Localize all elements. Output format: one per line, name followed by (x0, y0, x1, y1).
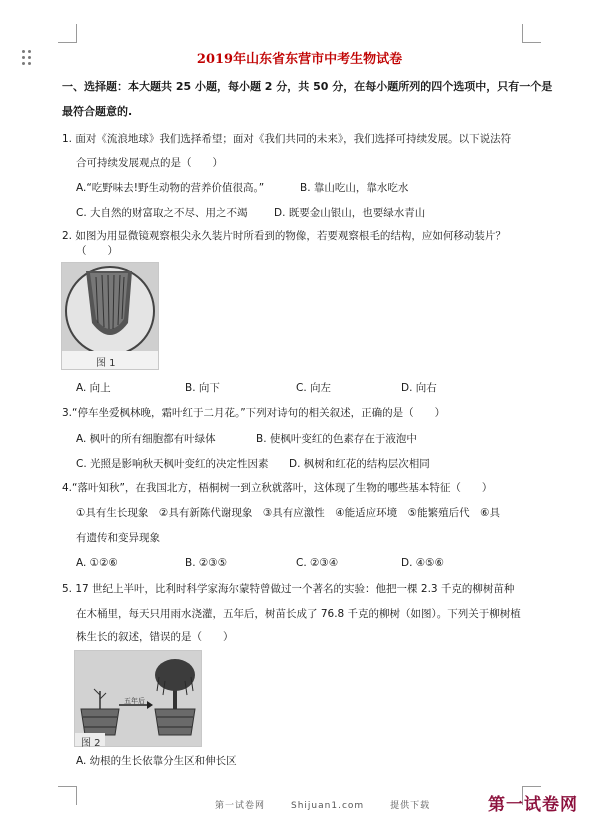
footer-provider-text: 提供下载 (390, 801, 431, 811)
q2-stem-line-2: （ ） (76, 245, 118, 257)
q1-option-a: A.“吃野味去!野生动物的营养价值很高。” (76, 182, 265, 194)
q4-option-b: B. ②③⑤ (185, 557, 228, 569)
page-corner-marker-top-right (522, 24, 541, 43)
q5-stem-line-3: 株生长的叙述，错误的是（ ） (76, 631, 234, 643)
q3-option-d: D. 枫树和红花的结构层次相同 (289, 458, 430, 470)
figure-2-label: 图 2 (81, 738, 101, 749)
figure-1-root-tip-micrograph (61, 262, 159, 370)
page-corner-marker-bottom-left (58, 786, 77, 805)
figure-1-label: 图 1 (96, 358, 116, 369)
q2-option-d: D. 向右 (401, 382, 437, 394)
q1-option-d: D. 既要金山银山，也要绿水青山 (274, 207, 426, 219)
q5-option-a: A. 幼根的生长依靠分生区和伸长区 (76, 755, 237, 767)
q5-stem-line-2: 在木桶里，每天只用雨水浇灌，五年后，树苗长成了 76.8 千克的柳树（如图）。下列关于柳树植 (76, 608, 521, 620)
q4-stem-line-3: 有遗传和变异现象 (76, 532, 160, 544)
q1-stem-line-2: 合可持续发展观点的是（ ） (76, 157, 223, 169)
footer-url[interactable]: Shijuan1.com (291, 801, 365, 811)
figure-2-willow-experiment (74, 650, 202, 747)
q4-stem-line-2: ①具有生长现象 ②具有新陈代谢现象 ③具有应激性 ④能适应环境 ⑤能繁殖后代 ⑥具 (76, 507, 500, 519)
q1-option-b: B. 靠山吃山，靠水吃水 (300, 182, 409, 194)
q2-option-c: C. 向左 (296, 382, 332, 394)
q1-stem-line-1: 1. 面对《流浪地球》我们选择希望；面对《我们共同的未来》，我们选择可持续发展。以下说法符 (62, 133, 512, 145)
figure-2-arrow-label: 五年后 (124, 697, 145, 705)
q2-option-b: B. 向下 (185, 382, 220, 394)
page-footer (215, 798, 456, 811)
brand-logo-text: 第一试卷网 (488, 795, 578, 815)
section-heading-line-2: 最符合题意的. (62, 105, 133, 118)
q2-stem-line-1: 2. 如图为用显微镜观察根尖永久装片时所看到的物像，若要观察根毛的结构，应如何移动装片？ (62, 230, 506, 242)
q3-option-a: A. 枫叶的所有细胞都有叶绿体 (76, 433, 216, 445)
q1-option-c: C. 大自然的财富取之不尽、用之不竭 (76, 207, 248, 219)
page-title: 2019年山东省东营市中考生物试卷 (196, 52, 403, 67)
footer-site-name: 第一试卷网 (215, 801, 266, 811)
q2-option-a: A. 向上 (76, 382, 111, 394)
q5-stem-line-1: 5. 17 世纪上半叶，比利时科学家海尔蒙特曾做过一个著名的实验：他把一棵 2.3 千克的柳树苗种 (62, 583, 515, 595)
q3-option-c: C. 光照是影响秋天枫叶变红的决定性因素 (76, 458, 269, 470)
q4-option-d: D. ④⑤⑥ (401, 557, 444, 569)
page-corner-marker-top-left (58, 24, 77, 43)
q4-stem-line-1: 4.“落叶知秋”，在我国北方，梧桐树一到立秋就落叶，这体现了生物的哪些基本特征（ ） (62, 482, 493, 494)
section-heading-line-1: 一、选择题：本大题共 25 小题，每小题 2 分，共 50 分，在每小题所列的四个选项中，只有一个是 (62, 80, 553, 93)
q4-option-a: A. ①②⑥ (76, 557, 118, 569)
q3-option-b: B. 使枫叶变红的色素存在于液泡中 (256, 433, 417, 445)
q4-option-c: C. ②③④ (296, 557, 339, 569)
q3-stem: 3.“停车坐爱枫林晚，霜叶红于二月花。”下列对诗句的相关叙述，正确的是（ ） (62, 407, 446, 419)
